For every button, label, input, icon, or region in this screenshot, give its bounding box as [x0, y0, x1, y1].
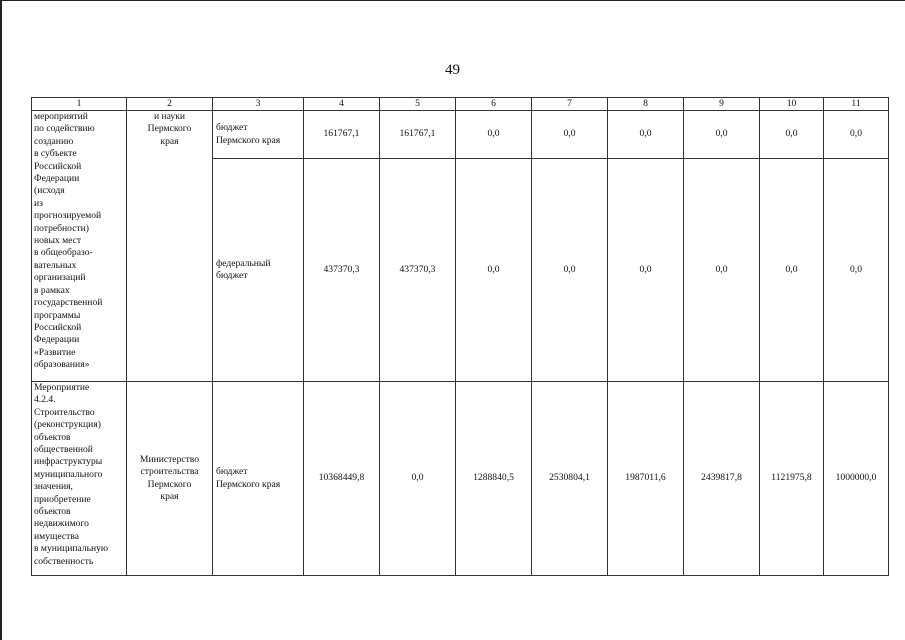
value-cell: 2439817,8 — [684, 382, 760, 576]
value-cell: 0,0 — [684, 111, 760, 159]
value-cell: 1288840,5 — [456, 382, 532, 576]
text-line: и науки — [153, 111, 186, 122]
value-cell: 0,0 — [684, 159, 760, 382]
text-line: Федерации — [34, 173, 80, 185]
text-line: Министерство — [139, 453, 200, 465]
text-line: созданию — [34, 135, 74, 147]
value-cell: 0,0 — [532, 159, 608, 382]
scan-top-edge — [0, 0, 905, 1]
value-cell: 1000000,0 — [824, 382, 889, 576]
value-cell: 0,0 — [760, 159, 824, 382]
event-name-cell — [32, 111, 127, 382]
column-number: 3 — [213, 98, 304, 111]
text-line: имущества — [34, 530, 79, 542]
text-line: Пермского края — [216, 478, 281, 490]
value-cell: 2530804,1 — [532, 382, 608, 576]
text-line: края — [160, 135, 179, 147]
text-line: объектов — [34, 506, 71, 518]
value-cell: 0,0 — [608, 111, 684, 159]
column-number: 11 — [824, 98, 889, 111]
text-line: Пермского — [147, 478, 192, 490]
text-line: прогнозируемой — [34, 210, 102, 222]
funding-source-cell — [213, 159, 304, 382]
funding-source-cell — [213, 382, 304, 576]
text-line: 4.2.4. — [34, 394, 56, 406]
executor-cell — [127, 382, 213, 576]
value-cell: 0,0 — [824, 159, 889, 382]
text-line: мероприятий — [34, 111, 88, 122]
text-line: в рамках — [34, 284, 70, 296]
text-line: программы — [34, 309, 81, 321]
text-line: собственность — [34, 555, 94, 567]
text-line: края — [160, 490, 179, 502]
column-number: 6 — [456, 98, 532, 111]
funding-source-cell — [213, 111, 304, 159]
column-number: 8 — [608, 98, 684, 111]
text-line: Российской — [34, 160, 82, 172]
column-number: 7 — [532, 98, 608, 111]
value-cell: 0,0 — [824, 111, 889, 159]
text-line: потребности) — [34, 222, 90, 234]
scan-left-edge — [0, 0, 2, 640]
text-line: образования» — [34, 359, 90, 371]
text-line: недвижимого — [34, 518, 89, 530]
column-number-row — [32, 98, 889, 111]
value-cell: 0,0 — [608, 159, 684, 382]
value-cell: 0,0 — [380, 382, 456, 576]
text-line: Российской — [34, 321, 82, 333]
text-line: бюджет — [216, 122, 248, 134]
value-cell: 161767,1 — [380, 111, 456, 159]
column-number: 4 — [304, 98, 380, 111]
value-cell: 10368449,8 — [304, 382, 380, 576]
text-line: федеральный — [216, 257, 271, 269]
text-line: из — [34, 197, 43, 209]
text-line: (исходя — [34, 185, 65, 197]
table-row — [32, 382, 889, 576]
text-line: Пермского края — [216, 134, 281, 146]
value-cell: 0,0 — [456, 159, 532, 382]
text-line: вательных — [34, 259, 77, 271]
value-cell: 437370,3 — [304, 159, 380, 382]
value-cell: 1121975,8 — [760, 382, 824, 576]
value-cell: 0,0 — [760, 111, 824, 159]
text-line: общественной — [34, 444, 93, 456]
text-line: в муниципальную — [34, 543, 109, 555]
column-number: 2 — [127, 98, 213, 111]
column-number: 1 — [32, 98, 127, 111]
value-cell: 0,0 — [532, 111, 608, 159]
value-cell: 1987011,6 — [608, 382, 684, 576]
budget-table — [31, 97, 889, 576]
column-number: 5 — [380, 98, 456, 111]
text-line: значения, — [34, 481, 73, 493]
text-line: в субъекте — [34, 148, 77, 160]
text-line: объектов — [34, 431, 71, 443]
text-line: «Развитие — [34, 346, 76, 358]
text-line: бюджет — [216, 270, 248, 281]
text-line: муниципального — [34, 468, 103, 480]
event-name-cell — [32, 382, 127, 576]
page-number: 49 — [445, 62, 460, 78]
table-row — [32, 111, 889, 159]
text-line: бюджет — [216, 466, 248, 478]
text-line: Мероприятие — [34, 382, 90, 393]
text-line: инфраструктуры — [34, 456, 103, 468]
text-line: Пермского — [147, 123, 192, 135]
text-line: (реконструкция) — [34, 419, 101, 431]
column-number: 10 — [760, 98, 824, 111]
text-line: в общеобразо- — [34, 247, 93, 259]
value-cell: 161767,1 — [304, 111, 380, 159]
text-line: приобретение — [34, 493, 91, 505]
column-number: 9 — [684, 98, 760, 111]
value-cell: 437370,3 — [380, 159, 456, 382]
text-line: строительства — [140, 466, 199, 478]
text-line: Строительство — [34, 406, 95, 418]
text-line: Федерации — [34, 334, 80, 346]
text-line: по содействию — [34, 123, 95, 135]
text-line: организаций — [34, 272, 86, 284]
executor-cell — [127, 111, 213, 382]
text-line: новых мест — [34, 235, 82, 247]
text-line: государственной — [34, 297, 103, 309]
value-cell: 0,0 — [456, 111, 532, 159]
